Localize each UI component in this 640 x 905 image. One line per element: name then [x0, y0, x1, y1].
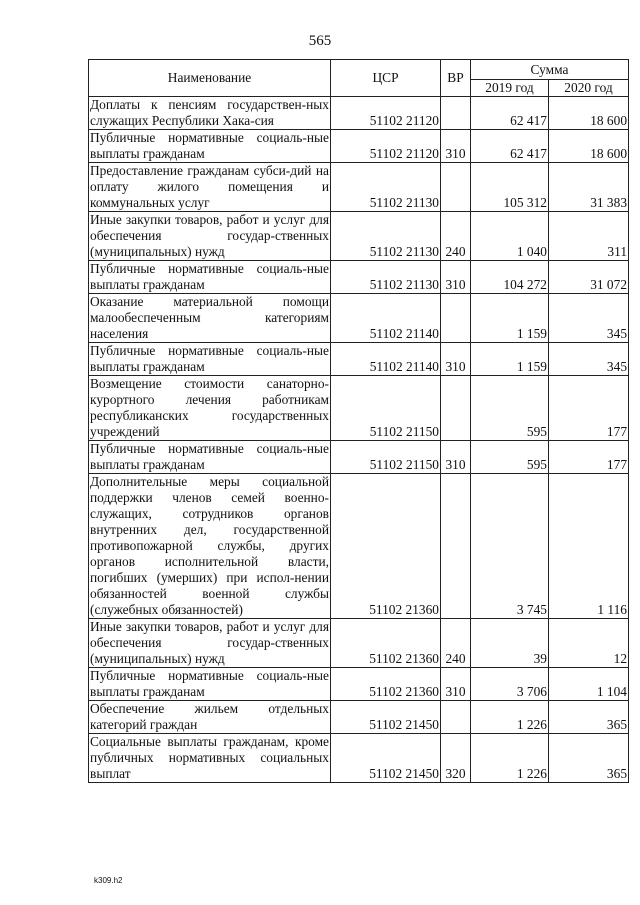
row-name: Публичные нормативные социаль-ные выплаты гражданам: [90, 261, 329, 292]
table-row: [89, 261, 629, 294]
row-sum-2020: 18 600: [549, 97, 629, 130]
row-sum-2019: 595: [471, 376, 549, 441]
row-sum-2019: 1 159: [471, 294, 549, 343]
row-sum-2020: 365: [549, 734, 629, 783]
row-csr: 51102 21450: [331, 701, 441, 734]
table-row: [89, 343, 629, 376]
row-csr: 51102 21150: [331, 441, 441, 474]
row-name: Возмещение стоимости санаторно-курортного лечения работникам республиканских государственных учреждений: [90, 376, 329, 439]
header-year-2020: 2020 год: [549, 80, 629, 97]
row-vr: 310: [441, 261, 471, 294]
row-sum-2019: 1 159: [471, 343, 549, 376]
header-name: Наименование: [89, 60, 331, 97]
row-sum-2020: 18 600: [549, 130, 629, 163]
row-sum-2020: 1 104: [549, 668, 629, 701]
row-sum-2019: 62 417: [471, 130, 549, 163]
row-name: Публичные нормативные социаль-ные выплаты гражданам: [90, 130, 329, 161]
row-sum-2019: 3 706: [471, 668, 549, 701]
row-name: Доплаты к пенсиям государствен-ных служащих Республики Хака-сия: [90, 97, 329, 128]
row-sum-2020: 365: [549, 701, 629, 734]
row-vr: 240: [441, 619, 471, 668]
row-sum-2019: 1 040: [471, 212, 549, 261]
table-row: [89, 97, 629, 130]
row-sum-2020: 177: [549, 441, 629, 474]
row-name: Иные закупки товаров, работ и услуг для обеспечения государ-ственных (муниципальных) нужд: [90, 212, 329, 259]
row-name: Публичные нормативные социаль-ные выплаты гражданам: [90, 343, 329, 374]
row-sum-2020: 12: [549, 619, 629, 668]
row-name: Иные закупки товаров, работ и услуг для обеспечения государ-ственных (муниципальных) нужд: [90, 619, 329, 666]
row-sum-2020: 177: [549, 376, 629, 441]
table-row: [89, 734, 629, 783]
row-vr: [441, 376, 471, 441]
row-sum-2020: 345: [549, 294, 629, 343]
row-vr: 310: [441, 441, 471, 474]
row-sum-2019: 62 417: [471, 97, 549, 130]
row-vr: [441, 97, 471, 130]
footer-code: k309.h2: [94, 876, 123, 885]
table-row: [89, 294, 629, 343]
row-sum-2019: 39: [471, 619, 549, 668]
row-vr: [441, 701, 471, 734]
row-sum-2020: 31 072: [549, 261, 629, 294]
row-sum-2020: 1 116: [549, 474, 629, 619]
row-sum-2019: 1 226: [471, 701, 549, 734]
row-sum-2020: 311: [549, 212, 629, 261]
table-row: [89, 619, 629, 668]
row-name: Дополнительные меры социальной поддержки членов семей военно-служащих, сотрудников органов внутренних дел, государственной противопожарной службы, других органов исполнительной власти, погибших (умерших) при испол-нении обязанностей военной службы (служебных обязанностей): [90, 474, 329, 617]
row-name: Обеспечение жильем отдельных категорий граждан: [90, 701, 329, 732]
page-number: 565: [308, 33, 332, 49]
row-csr: 51102 21360: [331, 619, 441, 668]
row-csr: 51102 21130: [331, 261, 441, 294]
row-sum-2019: 104 272: [471, 261, 549, 294]
table-row: [89, 212, 629, 261]
row-csr: 51102 21120: [331, 130, 441, 163]
row-csr: 51102 21120: [331, 97, 441, 130]
row-name: Публичные нормативные социаль-ные выплаты гражданам: [90, 441, 329, 472]
row-name: Предоставление гражданам субси-дий на оплату жилого помещения и коммунальных услуг: [90, 163, 329, 210]
row-vr: 310: [441, 668, 471, 701]
row-sum-2019: 105 312: [471, 163, 549, 212]
row-name: Социальные выплаты гражданам, кроме публичных нормативных социальных выплат: [90, 734, 329, 781]
table-row: [89, 130, 629, 163]
table-row: [89, 163, 629, 212]
row-csr: 51102 21130: [331, 163, 441, 212]
table-row: [89, 668, 629, 701]
row-vr: 240: [441, 212, 471, 261]
row-vr: [441, 163, 471, 212]
row-sum-2020: 345: [549, 343, 629, 376]
row-name: Публичные нормативные социаль-ные выплаты гражданам: [90, 668, 329, 699]
row-sum-2019: 1 226: [471, 734, 549, 783]
row-csr: 51102 21450: [331, 734, 441, 783]
budget-table: [88, 59, 629, 783]
row-csr: 51102 21130: [331, 212, 441, 261]
row-name: Оказание материальной помощи малообеспеченным категориям населения: [90, 294, 329, 341]
table-row: [89, 474, 629, 619]
header-year-2019: 2019 год: [471, 80, 549, 97]
header-sum: Сумма: [471, 60, 629, 80]
header-csr: ЦСР: [331, 60, 441, 97]
row-sum-2019: 3 745: [471, 474, 549, 619]
table-header-row: [89, 60, 629, 80]
header-vr: ВР: [441, 60, 471, 97]
row-csr: 51102 21140: [331, 343, 441, 376]
row-sum-2019: 595: [471, 441, 549, 474]
table-body: [89, 97, 629, 783]
row-csr: 51102 21360: [331, 668, 441, 701]
row-vr: 320: [441, 734, 471, 783]
row-csr: 51102 21140: [331, 294, 441, 343]
row-csr: 51102 21150: [331, 376, 441, 441]
table-row: [89, 376, 629, 441]
row-vr: [441, 294, 471, 343]
table-row: [89, 441, 629, 474]
row-csr: 51102 21360: [331, 474, 441, 619]
row-vr: 310: [441, 130, 471, 163]
row-vr: [441, 474, 471, 619]
row-vr: 310: [441, 343, 471, 376]
table-row: [89, 701, 629, 734]
row-sum-2020: 31 383: [549, 163, 629, 212]
